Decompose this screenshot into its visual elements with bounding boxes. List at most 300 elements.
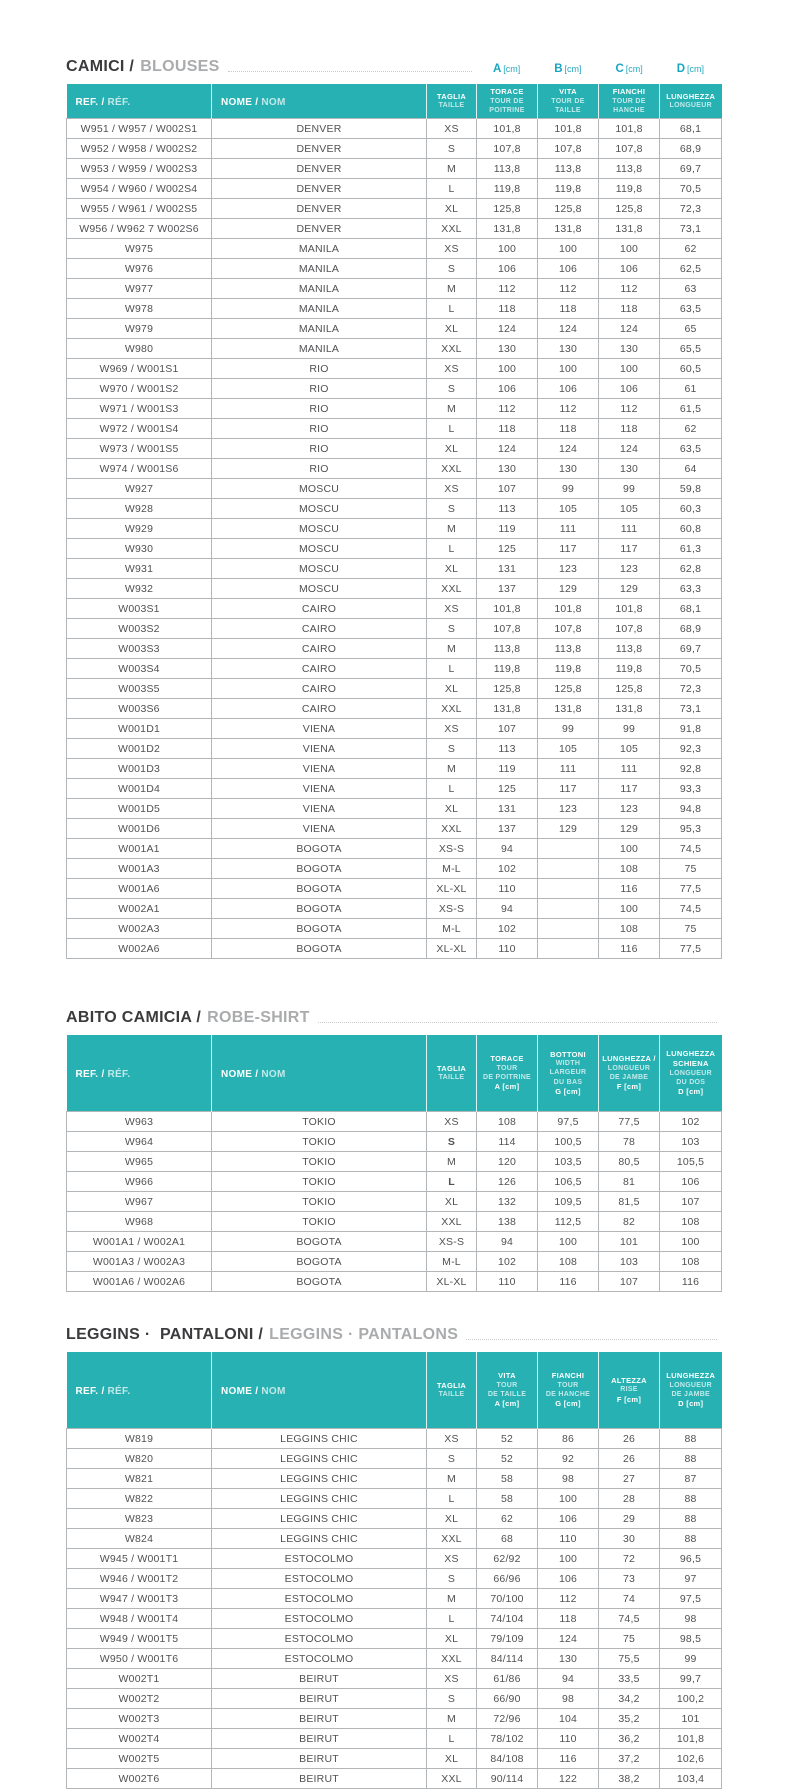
measure-letter-label: C: [615, 63, 624, 75]
value-cell: 118: [538, 1609, 599, 1629]
size-cell: M: [427, 279, 477, 299]
value-cell: 105: [538, 499, 599, 519]
header-label: REF. /: [75, 1386, 105, 1397]
header-label: SCHIENA: [672, 1059, 709, 1069]
header-label: VITA: [498, 1371, 516, 1381]
value-cell: 138: [477, 1212, 538, 1232]
header-label: TAGLIA: [436, 1063, 467, 1073]
value-cell: 70/100: [477, 1589, 538, 1609]
ref-cell: W001D5: [67, 799, 212, 819]
header-label: A [cm]: [494, 1082, 520, 1092]
value-cell: 125,8: [477, 679, 538, 699]
name-cell: RIO: [212, 359, 427, 379]
table-row: [67, 619, 722, 639]
size-cell: XL-XL: [427, 879, 477, 899]
value-cell: 119,8: [538, 179, 599, 199]
header-label: DE JAMBE: [671, 1391, 711, 1398]
value-cell: 72,3: [660, 679, 722, 699]
column-header-2: [427, 1035, 477, 1112]
size-cell: L: [427, 659, 477, 679]
column-header-1: [212, 1352, 427, 1429]
size-cell: M: [427, 1469, 477, 1489]
dotted-leader: [228, 70, 472, 72]
ref-cell: W969 / W001S1: [67, 359, 212, 379]
value-cell: 79/109: [477, 1629, 538, 1649]
value-cell: 92: [538, 1449, 599, 1469]
value-cell: 108: [660, 1252, 722, 1272]
column-header-3: [477, 1352, 538, 1429]
value-cell: 118: [538, 419, 599, 439]
value-cell: 100: [599, 359, 660, 379]
size-cell: XS: [427, 1112, 477, 1132]
value-cell: 29: [599, 1509, 660, 1529]
value-cell: [538, 919, 599, 939]
header-label: DE JAMBE: [609, 1074, 649, 1081]
value-cell: 62,8: [660, 559, 722, 579]
name-cell: MOSCU: [212, 479, 427, 499]
value-cell: 37,2: [599, 1749, 660, 1769]
ref-cell: W954 / W960 / W002S4: [67, 179, 212, 199]
value-cell: 124: [599, 319, 660, 339]
value-cell: 63: [660, 279, 722, 299]
ref-cell: W003S2: [67, 619, 212, 639]
value-cell: 111: [538, 759, 599, 779]
size-cell: M-L: [427, 919, 477, 939]
column-header-2: [427, 84, 477, 119]
ref-cell: W966: [67, 1172, 212, 1192]
size-cell: XS: [427, 719, 477, 739]
value-cell: 131,8: [599, 699, 660, 719]
value-cell: 103,5: [538, 1152, 599, 1172]
value-cell: 119,8: [538, 659, 599, 679]
table-row: [67, 639, 722, 659]
value-cell: 100: [599, 239, 660, 259]
value-cell: 98: [538, 1689, 599, 1709]
value-cell: 125,8: [599, 199, 660, 219]
ref-cell: W001D1: [67, 719, 212, 739]
value-cell: 101: [660, 1709, 722, 1729]
header-label: TORACE: [490, 87, 524, 97]
value-cell: 113,8: [599, 639, 660, 659]
size-cell: XL: [427, 679, 477, 699]
section-title-row: [66, 1009, 721, 1027]
header-label: G [cm]: [555, 1086, 581, 1096]
column-header-0: [67, 1035, 212, 1112]
header-label: F [cm]: [616, 1394, 642, 1404]
name-cell: BOGOTA: [212, 879, 427, 899]
value-cell: 125,8: [538, 199, 599, 219]
value-cell: 118: [538, 299, 599, 319]
ref-cell: W947 / W001T3: [67, 1589, 212, 1609]
ref-cell: W950 / W001T6: [67, 1649, 212, 1669]
header-label: F [cm]: [616, 1082, 642, 1092]
ref-cell: W931: [67, 559, 212, 579]
table-row: [67, 499, 722, 519]
value-cell: 77,5: [660, 939, 722, 959]
value-cell: 118: [477, 299, 538, 319]
name-cell: RIO: [212, 419, 427, 439]
name-cell: MOSCU: [212, 579, 427, 599]
value-cell: 33,5: [599, 1669, 660, 1689]
size-cell: M-L: [427, 1252, 477, 1272]
value-cell: 119,8: [477, 659, 538, 679]
ref-cell: W953 / W959 / W002S3: [67, 159, 212, 179]
value-cell: 64: [660, 459, 722, 479]
ref-cell: W820: [67, 1449, 212, 1469]
value-cell: 73,1: [660, 699, 722, 719]
value-cell: 88: [660, 1509, 722, 1529]
value-cell: 72/96: [477, 1709, 538, 1729]
value-cell: 125,8: [538, 679, 599, 699]
ref-cell: W001A1: [67, 839, 212, 859]
name-cell: DENVER: [212, 119, 427, 139]
table-row: [67, 379, 722, 399]
table-row: [67, 459, 722, 479]
table-row: [67, 739, 722, 759]
value-cell: 80,5: [599, 1152, 660, 1172]
value-cell: 78/102: [477, 1729, 538, 1749]
value-cell: 97,5: [538, 1112, 599, 1132]
table-row: [67, 479, 722, 499]
ref-cell: W930: [67, 539, 212, 559]
name-cell: VIENA: [212, 779, 427, 799]
size-cell: M: [427, 1152, 477, 1172]
ref-cell: W002T1: [67, 1669, 212, 1689]
value-cell: 105: [599, 739, 660, 759]
value-cell: 119,8: [599, 179, 660, 199]
ref-cell: W977: [67, 279, 212, 299]
name-cell: BOGOTA: [212, 1252, 427, 1272]
value-cell: 118: [599, 299, 660, 319]
ref-cell: W929: [67, 519, 212, 539]
table-row: [67, 519, 722, 539]
ref-cell: W951 / W957 / W002S1: [67, 119, 212, 139]
name-cell: ESTOCOLMO: [212, 1649, 427, 1669]
value-cell: 74: [599, 1589, 660, 1609]
header-label: TOUR: [496, 1064, 518, 1072]
value-cell: 52: [477, 1449, 538, 1469]
value-cell: 81,5: [599, 1192, 660, 1212]
value-cell: 60,3: [660, 499, 722, 519]
size-cell: M: [427, 639, 477, 659]
size-cell: XL-XL: [427, 939, 477, 959]
table-row: [67, 1629, 722, 1649]
header-label: D [cm]: [678, 1399, 704, 1409]
size-cell: XL: [427, 199, 477, 219]
column-header-4: [538, 1352, 599, 1429]
value-cell: 30: [599, 1529, 660, 1549]
value-cell: 105: [599, 499, 660, 519]
table-row: [67, 339, 722, 359]
table-row: [67, 139, 722, 159]
name-cell: MANILA: [212, 279, 427, 299]
size-cell: M: [427, 759, 477, 779]
value-cell: 116: [538, 1272, 599, 1292]
table-row: [67, 1192, 722, 1212]
value-cell: 101,8: [538, 119, 599, 139]
ref-cell: W976: [67, 259, 212, 279]
table-row: [67, 1609, 722, 1629]
value-cell: 137: [477, 819, 538, 839]
name-cell: DENVER: [212, 219, 427, 239]
table-row: [67, 119, 722, 139]
name-cell: ESTOCOLMO: [212, 1629, 427, 1649]
header-label: TAGLIA: [436, 1380, 467, 1390]
value-cell: 112: [477, 279, 538, 299]
name-cell: MANILA: [212, 299, 427, 319]
name-cell: MOSCU: [212, 539, 427, 559]
ref-cell: W821: [67, 1469, 212, 1489]
header-label: POITRINE: [489, 106, 525, 114]
table-row: [67, 1429, 722, 1449]
value-cell: 108: [660, 1212, 722, 1232]
name-cell: CAIRO: [212, 599, 427, 619]
table-row: [67, 759, 722, 779]
value-cell: 36,2: [599, 1729, 660, 1749]
value-cell: 126: [477, 1172, 538, 1192]
name-cell: LEGGINS CHIC: [212, 1429, 427, 1449]
header-label: RÉF.: [107, 1069, 131, 1080]
value-cell: 100: [660, 1232, 722, 1252]
size-cell: XL: [427, 799, 477, 819]
value-cell: 116: [660, 1272, 722, 1292]
value-cell: 74,5: [660, 899, 722, 919]
header-label: TOUR DE: [612, 97, 646, 105]
ref-cell: W948 / W001T4: [67, 1609, 212, 1629]
size-cell: L: [427, 419, 477, 439]
ref-cell: W945 / W001T1: [67, 1549, 212, 1569]
value-cell: 101,8: [477, 119, 538, 139]
value-cell: 130: [477, 339, 538, 359]
header-label: DE POITRINE: [482, 1074, 532, 1081]
value-cell: 62/92: [477, 1549, 538, 1569]
table-row: [67, 399, 722, 419]
value-cell: 105,5: [660, 1152, 722, 1172]
value-cell: 98: [660, 1609, 722, 1629]
table-row: [67, 419, 722, 439]
table-row: [67, 599, 722, 619]
ref-cell: W001D4: [67, 779, 212, 799]
value-cell: 119: [477, 759, 538, 779]
table-row: [67, 939, 722, 959]
value-cell: 123: [599, 559, 660, 579]
size-cell: XS-S: [427, 899, 477, 919]
value-cell: 94: [477, 899, 538, 919]
header-label: TAILLE: [438, 102, 465, 110]
value-cell: [538, 879, 599, 899]
ref-cell: W980: [67, 339, 212, 359]
value-cell: [538, 839, 599, 859]
value-cell: 75,5: [599, 1649, 660, 1669]
value-cell: 98,5: [660, 1629, 722, 1649]
ref-cell: W002T3: [67, 1709, 212, 1729]
name-cell: DENVER: [212, 139, 427, 159]
ref-cell: W963: [67, 1112, 212, 1132]
value-cell: 103,4: [660, 1769, 722, 1789]
table-row: [67, 199, 722, 219]
value-cell: 74,5: [660, 839, 722, 859]
ref-cell: W002A3: [67, 919, 212, 939]
value-cell: [538, 939, 599, 959]
table-row: [67, 1112, 722, 1132]
name-cell: BOGOTA: [212, 919, 427, 939]
table-row: [67, 1509, 722, 1529]
name-cell: CAIRO: [212, 679, 427, 699]
value-cell: 129: [599, 579, 660, 599]
name-cell: CAIRO: [212, 699, 427, 719]
ref-cell: W927: [67, 479, 212, 499]
ref-cell: W973 / W001S5: [67, 439, 212, 459]
header-label: G [cm]: [555, 1399, 581, 1409]
name-cell: RIO: [212, 379, 427, 399]
ref-cell: W001D6: [67, 819, 212, 839]
value-cell: 102: [477, 859, 538, 879]
value-cell: 26: [599, 1429, 660, 1449]
table-row: [67, 1529, 722, 1549]
ref-cell: W003S6: [67, 699, 212, 719]
name-cell: BOGOTA: [212, 899, 427, 919]
table-row: [67, 799, 722, 819]
header-label: TAGLIA: [436, 91, 467, 101]
value-cell: 86: [538, 1429, 599, 1449]
value-cell: 103: [599, 1252, 660, 1272]
measure-letter-label: A: [492, 63, 502, 75]
value-cell: 118: [477, 419, 538, 439]
size-cell: M: [427, 399, 477, 419]
value-cell: 107: [660, 1192, 722, 1212]
value-cell: 106: [538, 1509, 599, 1529]
ref-cell: W978: [67, 299, 212, 319]
section-title-row: [66, 1326, 721, 1344]
value-cell: 131,8: [477, 699, 538, 719]
value-cell: 68: [477, 1529, 538, 1549]
ref-cell: W949 / W001T5: [67, 1629, 212, 1649]
ref-cell: W001A1 / W002A1: [67, 1232, 212, 1252]
value-cell: 107,8: [599, 619, 660, 639]
name-cell: VIENA: [212, 739, 427, 759]
value-cell: 100: [599, 899, 660, 919]
table-row: [67, 359, 722, 379]
value-cell: 107,8: [599, 139, 660, 159]
ref-cell: W946 / W001T2: [67, 1569, 212, 1589]
name-cell: LEGGINS CHIC: [212, 1489, 427, 1509]
ref-cell: W968: [67, 1212, 212, 1232]
value-cell: 117: [599, 539, 660, 559]
value-cell: 100: [477, 239, 538, 259]
dotted-leader: [466, 1338, 717, 1340]
ref-cell: W002T2: [67, 1689, 212, 1709]
value-cell: 123: [599, 799, 660, 819]
value-cell: 99: [538, 719, 599, 739]
value-cell: 91,8: [660, 719, 722, 739]
value-cell: 110: [477, 879, 538, 899]
value-cell: 130: [599, 459, 660, 479]
value-cell: 97,5: [660, 1589, 722, 1609]
value-cell: 73: [599, 1569, 660, 1589]
ref-cell: W970 / W001S2: [67, 379, 212, 399]
value-cell: 93,3: [660, 779, 722, 799]
table-row: [67, 219, 722, 239]
header-row: [67, 1035, 722, 1112]
value-cell: 107,8: [477, 619, 538, 639]
size-section-camici: [66, 58, 721, 959]
value-cell: 81: [599, 1172, 660, 1192]
size-cell: L: [427, 539, 477, 559]
size-table-leggins: [66, 1352, 722, 1789]
size-cell: M: [427, 1709, 477, 1729]
value-cell: 101,8: [660, 1729, 722, 1749]
column-header-0: [67, 1352, 212, 1429]
value-cell: 106,5: [538, 1172, 599, 1192]
ref-cell: W824: [67, 1529, 212, 1549]
value-cell: 102: [477, 1252, 538, 1272]
value-cell: 131,8: [477, 219, 538, 239]
name-cell: BOGOTA: [212, 839, 427, 859]
value-cell: 84/108: [477, 1749, 538, 1769]
value-cell: 107,8: [538, 619, 599, 639]
ref-cell: W003S5: [67, 679, 212, 699]
value-cell: 27: [599, 1469, 660, 1489]
name-cell: MOSCU: [212, 499, 427, 519]
table-row: [67, 879, 722, 899]
measure-letter-unit: [cm]: [687, 64, 705, 74]
size-section-leggins: [66, 1326, 721, 1789]
name-cell: TOKIO: [212, 1132, 427, 1152]
table-row: [67, 1749, 722, 1769]
value-cell: 130: [538, 459, 599, 479]
value-cell: 88: [660, 1529, 722, 1549]
value-cell: 112: [538, 1589, 599, 1609]
name-cell: LEGGINS CHIC: [212, 1529, 427, 1549]
size-cell: XS: [427, 1429, 477, 1449]
measure-letter-d: [660, 63, 721, 76]
name-cell: VIENA: [212, 819, 427, 839]
name-cell: DENVER: [212, 159, 427, 179]
value-cell: 65: [660, 319, 722, 339]
value-cell: 96,5: [660, 1549, 722, 1569]
size-cell: S: [427, 139, 477, 159]
value-cell: 108: [599, 859, 660, 879]
name-cell: RIO: [212, 439, 427, 459]
ref-cell: W967: [67, 1192, 212, 1212]
section-subtitle: LEGGINS · PANTALONS: [269, 1326, 459, 1343]
value-cell: 62: [477, 1509, 538, 1529]
column-header-3: [477, 84, 538, 119]
table-row: [67, 319, 722, 339]
value-cell: 131,8: [538, 219, 599, 239]
size-cell: S: [427, 499, 477, 519]
name-cell: BOGOTA: [212, 1272, 427, 1292]
ref-cell: W964: [67, 1132, 212, 1152]
value-cell: 124: [538, 1629, 599, 1649]
value-cell: 111: [599, 519, 660, 539]
value-cell: 61,3: [660, 539, 722, 559]
value-cell: 101,8: [599, 119, 660, 139]
value-cell: 113: [477, 739, 538, 759]
name-cell: DENVER: [212, 199, 427, 219]
size-cell: XL: [427, 439, 477, 459]
value-cell: 68,9: [660, 139, 722, 159]
size-cell: XL: [427, 1509, 477, 1529]
name-cell: BEIRUT: [212, 1749, 427, 1769]
measure-letter-b: [537, 63, 598, 76]
value-cell: 100,2: [660, 1689, 722, 1709]
value-cell: 110: [538, 1529, 599, 1549]
table-row: [67, 1769, 722, 1789]
value-cell: 106: [538, 379, 599, 399]
name-cell: BOGOTA: [212, 1232, 427, 1252]
value-cell: 99: [538, 479, 599, 499]
